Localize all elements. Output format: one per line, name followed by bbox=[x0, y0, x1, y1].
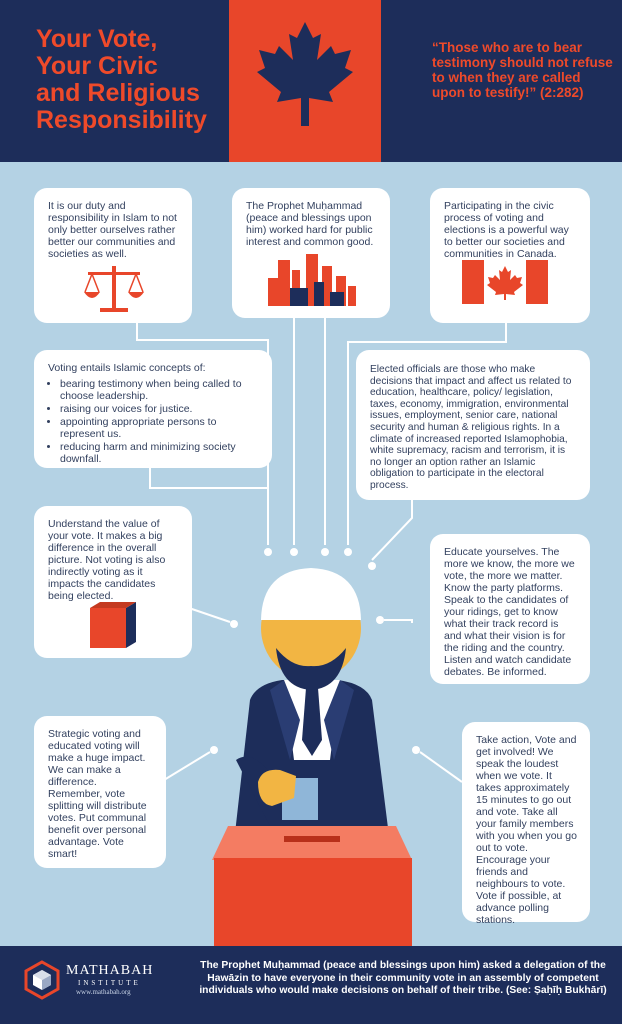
logo-name: MATHABAH bbox=[66, 963, 154, 978]
title-line: Responsibility bbox=[36, 106, 207, 134]
list-item: • bearing testimony when being called to choose leadership. bbox=[60, 378, 260, 402]
list-item: • appointing appropriate persons to represent us. bbox=[60, 416, 260, 440]
card-text: Understand the value of your vote. It makes a big difference in the overall picture. Not voting is also indirectly voting as it impacts the candidates being elected. bbox=[48, 518, 166, 602]
title-line: and Religious bbox=[36, 79, 200, 107]
logo-cube-icon bbox=[24, 960, 60, 1000]
card-text: The Prophet Muḥammad (peace and blessings upon him) worked hard for public interest and common good. bbox=[246, 200, 374, 248]
scales-icon bbox=[82, 264, 146, 314]
list-item: • raising our voices for justice. bbox=[60, 403, 260, 415]
card-action bbox=[462, 722, 590, 926]
list-item: • reducing harm and minimizing society downfall. bbox=[60, 441, 260, 465]
logo-subtitle: INSTITUTE bbox=[78, 979, 141, 987]
card-text: Take action, Vote and get involved! We speak the loudest when we vote. It takes approximately 15 minutes to go out and vote. Take all your family members with you when you go out to vote. Encourage your friends and neighbours to vote. Vote if possible, at advance polling stations. bbox=[476, 734, 577, 926]
card-understand bbox=[34, 506, 192, 658]
title-line: Your Vote, bbox=[36, 25, 158, 53]
city-skyline-icon bbox=[264, 252, 360, 308]
logo-url: www.mathabah.org bbox=[76, 988, 131, 996]
card-text: Strategic voting and educated voting will make a huge impact. We can make a difference. Remember, vote splitting will distribute votes. Put communal benefit over personal advantage. Vote smart! bbox=[48, 728, 147, 860]
card-elected bbox=[356, 350, 590, 500]
ballot-box bbox=[212, 826, 412, 946]
card-text: Elected officials are those who make decisions that impact and affect us related to education, healthcare, policy/ legislation, taxes, economy, immigration, environmental issues, employment, senior care, national security and human & religious rights. In a climate of increased reported Islamophobia, white supremacy, racism and terrorism, it is no longer an option rather an Islamic obligation to participate in the electoral process. bbox=[370, 364, 572, 491]
card-strategic bbox=[34, 716, 166, 868]
canada-flag-icon bbox=[462, 260, 548, 304]
voter-figure bbox=[232, 568, 392, 860]
footer bbox=[0, 946, 622, 1024]
header-quote: “Those who are to bear testimony should not refuse to when they are called upon to testify!” (2:282) bbox=[432, 40, 613, 100]
card-educate bbox=[430, 534, 590, 684]
card-duty bbox=[34, 188, 192, 323]
card-text: Participating in the civic process of voting and elections is a powerful way to better our societies and communities in Canada. bbox=[444, 200, 569, 260]
card-participating bbox=[430, 188, 590, 323]
card-text: It is our duty and responsibility in Islam to not only better ourselves rather better our communities and societies as well. bbox=[48, 200, 177, 260]
card-text: Educate yourselves. The more we know, the more we vote, the more we matter. Know the party platforms. Speak to the candidates of your ridings, get to know what their track record is and what their vision is for the riding and the country. Listen and watch candidate debates. Be informed. bbox=[444, 546, 575, 678]
footer-text: The Prophet Muḥammad (peace and blessings upon him) asked a delegation of the Hawāzin to have everyone in their community vote in an assembly of competent individuals who would make decisions on behalf of their tribe. (See: Ṣaḥīḥ Bukhārī) bbox=[199, 960, 607, 996]
concepts-list bbox=[48, 378, 260, 465]
title-line: Your Civic bbox=[36, 52, 158, 80]
card-prophet bbox=[232, 188, 390, 318]
card-text: Voting entails Islamic concepts of: bbox=[48, 362, 206, 374]
ballot-box-icon bbox=[90, 600, 136, 650]
card-concepts bbox=[34, 350, 272, 468]
